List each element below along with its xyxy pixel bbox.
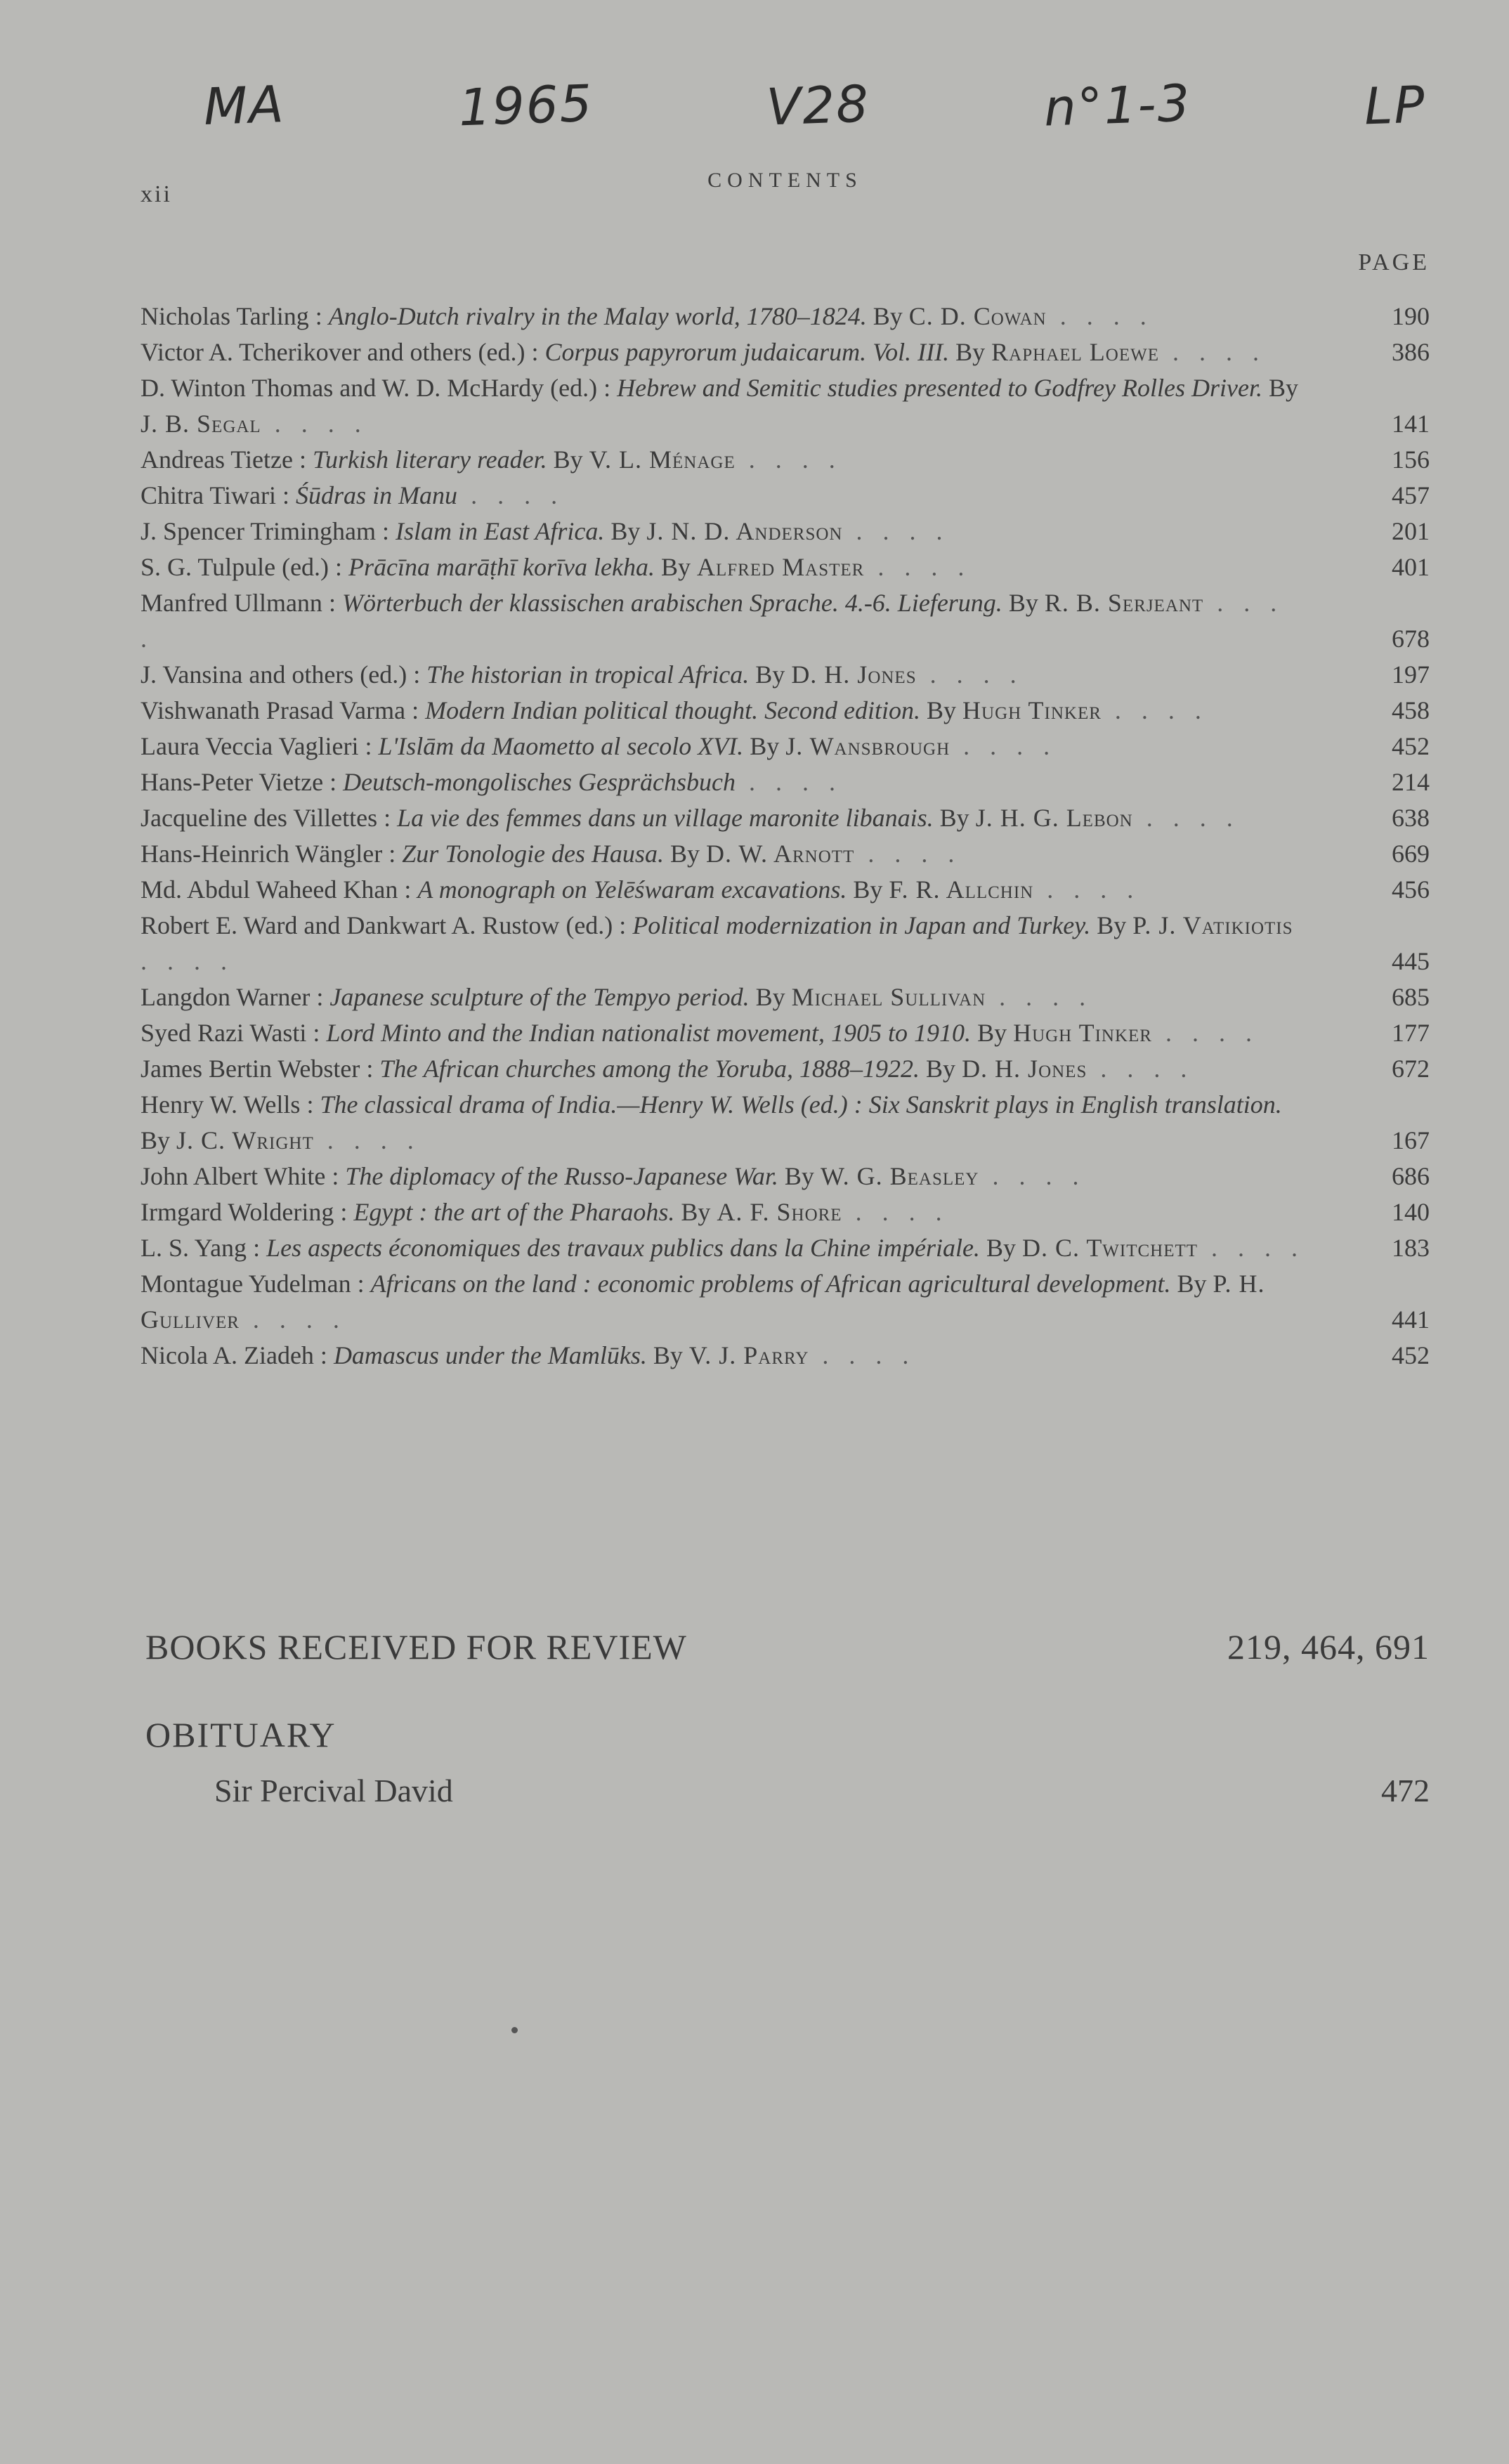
entry-page: 638 bbox=[1392, 804, 1430, 832]
contents-entry: D. Winton Thomas and W. D. McHardy (ed.) : Hebrew and Semitic studies presented to Godfrey Rolles Driver. By J. B. Segal . . . . 141 bbox=[141, 370, 1430, 442]
entry-author: Hans-Heinrich Wängler bbox=[141, 840, 383, 868]
entry-by-label: By bbox=[755, 983, 785, 1011]
handwritten-year: 1965 bbox=[457, 73, 594, 138]
entry-title: Prācīna marāṭhī korīva lekha. bbox=[348, 553, 655, 581]
entry-by-label: By bbox=[750, 732, 780, 760]
entry-title: L'Islām da Maometto al secolo XVI. bbox=[378, 732, 744, 760]
books-received-label: BOOKS RECEIVED FOR REVIEW bbox=[145, 1627, 687, 1667]
entry-title: Damascus under the Mamlūks. bbox=[333, 1341, 647, 1369]
entry-reviewer: D. H. Jones bbox=[791, 660, 917, 689]
entry-title: Egypt : the art of the Pharaohs. bbox=[353, 1198, 675, 1226]
entry-reviewer: J. H. G. Lebon bbox=[975, 804, 1133, 832]
page-title: CONTENTS bbox=[707, 169, 863, 192]
entry-by-label: By bbox=[755, 660, 785, 689]
leader-dots: . . . . bbox=[457, 481, 565, 509]
obituary-entry bbox=[214, 1772, 1430, 1809]
entry-by-label: By bbox=[653, 1341, 683, 1369]
entry-by-label: By bbox=[553, 445, 583, 474]
handwritten-mark: MA bbox=[202, 74, 286, 136]
leader-dots: . . . . bbox=[736, 768, 842, 796]
leader-dots: . . . . bbox=[1151, 1019, 1259, 1047]
entry-by-label: By bbox=[1097, 911, 1127, 939]
entry-reviewer: D. H. Jones bbox=[962, 1055, 1087, 1083]
leader-dots: . . . . bbox=[842, 517, 950, 545]
entry-page: 452 bbox=[1392, 732, 1430, 760]
entry-author: Nicholas Tarling bbox=[141, 302, 309, 330]
entry-title: Islam in East Africa. bbox=[396, 517, 605, 545]
entry-reviewer: C. D. Cowan bbox=[908, 302, 1047, 330]
contents-entry: John Albert White : The diplomacy of the Russo-Japanese War. By W. G. Beasley . . . . 686 bbox=[141, 1159, 1430, 1194]
contents-entry: Irmgard Woldering : Egypt : the art of the Pharaohs. By A. F. Shore . . . . 140 bbox=[141, 1194, 1430, 1230]
contents-entry: S. G. Tulpule (ed.) : Prācīna marāṭhī korīva lekha. By Alfred Master . . . . 401 bbox=[141, 549, 1430, 585]
entry-page: 456 bbox=[1392, 875, 1430, 904]
obituary-page: 472 bbox=[1381, 1773, 1430, 1808]
entry-page: 672 bbox=[1392, 1055, 1430, 1083]
entry-reviewer: R. B. Serjeant bbox=[1044, 589, 1204, 617]
obituary-name: Sir Percival David bbox=[214, 1773, 453, 1808]
entry-by-label: By bbox=[669, 840, 700, 868]
contents-entry: Langdon Warner : Japanese sculpture of the Tempyo period. By Michael Sullivan . . . . 685 bbox=[141, 979, 1430, 1015]
entry-author: Jacqueline des Villettes bbox=[141, 804, 378, 832]
entry-title: Les aspects économiques des travaux publics dans la Chine impériale. bbox=[266, 1234, 980, 1262]
leader-dots: . . . . bbox=[1087, 1055, 1194, 1083]
entry-author: Vishwanath Prasad Varma bbox=[141, 696, 406, 724]
leader-dots: . . . . bbox=[1198, 1234, 1305, 1262]
entry-title: The classical drama of India.—Henry W. Wells (ed.) : Six Sanskrit plays in English translation. bbox=[320, 1090, 1282, 1119]
entry-title: Hebrew and Semitic studies presented to Godfrey Rolles Driver. bbox=[617, 374, 1262, 402]
entry-author: D. Winton Thomas and W. D. McHardy (ed.) bbox=[141, 374, 598, 402]
entry-reviewer: V. L. Ménage bbox=[589, 445, 736, 474]
entry-author: Manfred Ullmann bbox=[141, 589, 322, 617]
entry-by-label: By bbox=[681, 1198, 711, 1226]
entry-by-label: By bbox=[784, 1162, 814, 1190]
entry-page: 669 bbox=[1392, 840, 1430, 868]
entry-page: 452 bbox=[1392, 1341, 1430, 1369]
entry-by-label: By bbox=[939, 804, 969, 832]
page-column-label: PAGE bbox=[1358, 249, 1430, 275]
leader-dots: . . . . bbox=[979, 1162, 1086, 1190]
leader-dots: . . . . bbox=[1046, 302, 1154, 330]
entry-page: 685 bbox=[1392, 983, 1430, 1011]
entry-reviewer: Hugh Tinker bbox=[962, 696, 1102, 724]
entry-by-label: By bbox=[141, 1126, 171, 1154]
handwritten-code: LP bbox=[1364, 74, 1428, 136]
entry-author: James Bertin Webster bbox=[141, 1055, 360, 1083]
obituary-heading: OBITUARY bbox=[145, 1715, 337, 1754]
entry-reviewer: A. F. Shore bbox=[717, 1198, 842, 1226]
contents-entry: Vishwanath Prasad Varma : Modern Indian political thought. Second edition. By Hugh Tinker . . . . 458 bbox=[141, 693, 1430, 729]
entry-by-label: By bbox=[853, 875, 883, 904]
entry-title: Political modernization in Japan and Turkey. bbox=[632, 911, 1091, 939]
entry-page: 141 bbox=[1392, 410, 1430, 438]
entry-reviewer: J. N. D. Anderson bbox=[646, 517, 843, 545]
leader-dots: . . . . bbox=[141, 947, 234, 975]
entry-title: The diplomacy of the Russo-Japanese War. bbox=[345, 1162, 778, 1190]
leader-dots: . . . . bbox=[842, 1198, 949, 1226]
contents-entry: James Bertin Webster : The African churches among the Yoruba, 1888–1922. By D. H. Jones . . . . 672 bbox=[141, 1051, 1430, 1087]
entry-page: 457 bbox=[1392, 481, 1430, 509]
entry-reviewer: W. G. Beasley bbox=[820, 1162, 979, 1190]
entry-page: 386 bbox=[1392, 338, 1430, 366]
entry-page: 183 bbox=[1392, 1234, 1430, 1262]
entry-author: Victor A. Tcherikover and others (ed.) bbox=[141, 338, 525, 366]
entry-page: 201 bbox=[1392, 517, 1430, 545]
entry-by-label: By bbox=[660, 553, 691, 581]
entry-by-label: By bbox=[927, 696, 957, 724]
entry-author: Md. Abdul Waheed Khan bbox=[141, 875, 398, 904]
entry-author: S. G. Tulpule (ed.) bbox=[141, 553, 329, 581]
entry-reviewer: V. J. Parry bbox=[688, 1341, 809, 1369]
contents-entry: Syed Razi Wasti : Lord Minto and the Indian nationalist movement, 1905 to 1910. By Hugh Tinker . . . . 177 bbox=[141, 1015, 1430, 1051]
entry-page: 401 bbox=[1392, 553, 1430, 581]
entry-reviewer: D. W. Arnott bbox=[705, 840, 855, 868]
leader-dots: . . . . bbox=[239, 1305, 346, 1334]
entry-page: 445 bbox=[1392, 947, 1430, 975]
entry-title: Corpus papyrorum judaicarum. Vol. III. bbox=[544, 338, 950, 366]
entry-page: 140 bbox=[1392, 1198, 1430, 1226]
entry-reviewer: P. J. Vatikiotis bbox=[1132, 911, 1293, 939]
entry-title: The African churches among the Yoruba, 1888–1922. bbox=[379, 1055, 920, 1083]
entry-title: Modern Indian political thought. Second edition. bbox=[425, 696, 921, 724]
entry-title: Turkish literary reader. bbox=[312, 445, 547, 474]
leader-dots: . . . . bbox=[916, 660, 1024, 689]
entry-reviewer: Raphael Loewe bbox=[991, 338, 1159, 366]
entry-reviewer: Michael Sullivan bbox=[791, 983, 986, 1011]
entry-title: Śūdras in Manu bbox=[296, 481, 458, 509]
entry-title: Anglo-Dutch rivalry in the Malay world, 1780–1824. bbox=[328, 302, 867, 330]
entry-author: Syed Razi Wasti bbox=[141, 1019, 307, 1047]
entry-by-label: By bbox=[1008, 589, 1038, 617]
leader-dots: . . . . bbox=[261, 410, 368, 438]
page-header bbox=[141, 169, 1430, 211]
handwritten-issue: n°1-3 bbox=[1043, 73, 1192, 138]
entry-by-label: By bbox=[926, 1055, 956, 1083]
entry-author: Langdon Warner bbox=[141, 983, 311, 1011]
leader-dots: . . . . bbox=[1033, 875, 1141, 904]
entry-reviewer: D. C. Twitchett bbox=[1021, 1234, 1198, 1262]
entry-reviewer: Alfred Master bbox=[696, 553, 865, 581]
entry-by-label: By bbox=[610, 517, 641, 545]
leader-dots: . . . . bbox=[313, 1126, 421, 1154]
entry-author: J. Vansina and others (ed.) bbox=[141, 660, 407, 689]
entry-page: 686 bbox=[1392, 1162, 1430, 1190]
handwritten-volume: V28 bbox=[766, 74, 871, 137]
entry-title: Zur Tonologie des Hausa. bbox=[402, 840, 664, 868]
entry-reviewer: P. H. Gulliver bbox=[141, 1270, 1265, 1334]
leader-dots: . . . . bbox=[986, 983, 1093, 1011]
leader-dots: . . . . bbox=[854, 840, 962, 868]
entry-author: John Albert White bbox=[141, 1162, 326, 1190]
leader-dots: . . . . bbox=[1101, 696, 1208, 724]
entry-page: 458 bbox=[1392, 696, 1430, 724]
leader-dots: . . . . bbox=[864, 553, 972, 581]
entry-author: Andreas Tietze bbox=[141, 445, 293, 474]
entry-title: Deutsch-mongolisches Gesprächsbuch bbox=[343, 768, 736, 796]
leader-dots: . . . . bbox=[1158, 338, 1266, 366]
contents-entry: Manfred Ullmann : Wörterbuch der klassischen arabischen Sprache. 4.-6. Lieferung. By R. B. Serjeant . . . . 678 bbox=[141, 585, 1430, 657]
entry-author: J. Spencer Trimingham bbox=[141, 517, 377, 545]
leader-dots: . . . . bbox=[950, 732, 1057, 760]
entry-title: The historian in tropical Africa. bbox=[426, 660, 750, 689]
entry-page: 156 bbox=[1392, 445, 1430, 474]
page-number: xii bbox=[141, 181, 172, 207]
contents-entry: L. S. Yang : Les aspects économiques des travaux publics dans la Chine impériale. By D. C. Twitchett . . . . 183 bbox=[141, 1230, 1430, 1266]
entry-reviewer: J. Wansbrough bbox=[785, 732, 951, 760]
entry-page: 190 bbox=[1392, 302, 1430, 330]
entry-reviewer: J. B. Segal bbox=[141, 410, 261, 438]
entry-title: Lord Minto and the Indian nationalist movement, 1905 to 1910. bbox=[326, 1019, 972, 1047]
entry-by-label: By bbox=[955, 338, 986, 366]
contents-entry: Hans-Heinrich Wängler : Zur Tonologie des Hausa. By D. W. Arnott . . . . 669 bbox=[141, 836, 1430, 872]
paper-speck bbox=[511, 2027, 518, 2033]
contents-entry: J. Vansina and others (ed.) : The historian in tropical Africa. By D. H. Jones . . . . 197 bbox=[141, 657, 1430, 693]
entry-author: Laura Veccia Vaglieri bbox=[141, 732, 359, 760]
contents-entry: Md. Abdul Waheed Khan : A monograph on Yelēśwaram excavations. By F. R. Allchin . . . . 456 bbox=[141, 872, 1430, 908]
entry-page: 441 bbox=[1392, 1305, 1430, 1334]
leader-dots: . . . . bbox=[735, 445, 842, 474]
contents-entry: Nicholas Tarling : Anglo-Dutch rivalry in the Malay world, 1780–1824. By C. D. Cowan . . . . 190 bbox=[141, 299, 1430, 334]
contents-entry: Andreas Tietze : Turkish literary reader. By V. L. Ménage . . . . 156 bbox=[141, 442, 1430, 478]
entry-reviewer: F. R. Allchin bbox=[889, 875, 1034, 904]
entry-reviewer: Hugh Tinker bbox=[1013, 1019, 1152, 1047]
entry-by-label: By bbox=[977, 1019, 1007, 1047]
leader-dots: . . . . bbox=[141, 589, 1284, 653]
entry-page: 197 bbox=[1392, 660, 1430, 689]
contents-entry: Robert E. Ward and Dankwart A. Rustow (ed.) : Political modernization in Japan and Turkey. By P. J. Vatikiotis . . . . 445 bbox=[141, 908, 1430, 979]
contents-entry: Chitra Tiwari : Śūdras in Manu . . . . 457 bbox=[141, 478, 1430, 514]
contents-entry: Hans-Peter Vietze : Deutsch-mongolisches Gesprächsbuch . . . . 214 bbox=[141, 764, 1430, 800]
entry-by-label: By bbox=[1177, 1270, 1207, 1298]
entry-author: Montague Yudelman bbox=[141, 1270, 351, 1298]
entry-page: 678 bbox=[1392, 625, 1430, 653]
entry-author: Chitra Tiwari bbox=[141, 481, 277, 509]
entry-author: L. S. Yang bbox=[141, 1234, 247, 1262]
leader-dots: . . . . bbox=[809, 1341, 916, 1369]
contents-entry: Jacqueline des Villettes : La vie des femmes dans un village maronite libanais. By J. H. G. Lebon . . . . 638 bbox=[141, 800, 1430, 836]
entry-page: 214 bbox=[1392, 768, 1430, 796]
entry-author: Hans-Peter Vietze bbox=[141, 768, 324, 796]
entry-author: Henry W. Wells bbox=[141, 1090, 301, 1119]
entry-author: Robert E. Ward and Dankwart A. Rustow (ed.) bbox=[141, 911, 613, 939]
books-received-row bbox=[145, 1627, 1430, 1667]
entry-author: Irmgard Woldering bbox=[141, 1198, 334, 1226]
books-received-pages: 219, 464, 691 bbox=[1227, 1627, 1430, 1667]
entry-page: 167 bbox=[1392, 1126, 1430, 1154]
contents-entry: Victor A. Tcherikover and others (ed.) : Corpus papyrorum judaicarum. Vol. III. By Raphael Loewe . . . . 386 bbox=[141, 334, 1430, 370]
entry-title: Japanese sculpture of the Tempyo period. bbox=[329, 983, 750, 1011]
entry-title: Africans on the land : economic problems of African agricultural development. bbox=[370, 1270, 1171, 1298]
entry-title: A monograph on Yelēśwaram excavations. bbox=[417, 875, 847, 904]
entry-author: Nicola A. Ziadeh bbox=[141, 1341, 314, 1369]
contents-entry: Nicola A. Ziadeh : Damascus under the Mamlūks. By V. J. Parry . . . . 452 bbox=[141, 1338, 1430, 1374]
entry-by-label: By bbox=[986, 1234, 1016, 1262]
leader-dots: . . . . bbox=[1132, 804, 1240, 832]
entry-page: 177 bbox=[1392, 1019, 1430, 1047]
handwritten-annotation bbox=[204, 67, 1426, 144]
entry-reviewer: J. C. Wright bbox=[176, 1126, 314, 1154]
contents-entry: Montague Yudelman : Africans on the land : economic problems of African agricultural development. By P. H. Gulliver . . . . 441 bbox=[141, 1266, 1430, 1338]
entry-by-label: By bbox=[1268, 374, 1298, 402]
contents-list bbox=[141, 299, 1430, 1374]
contents-entry: Laura Veccia Vaglieri : L'Islām da Maometto al secolo XVI. By J. Wansbrough . . . . 452 bbox=[141, 729, 1430, 764]
entry-by-label: By bbox=[873, 302, 903, 330]
entry-title: La vie des femmes dans un village maronite libanais. bbox=[397, 804, 934, 832]
contents-entry: J. Spencer Trimingham : Islam in East Africa. By J. N. D. Anderson . . . . 201 bbox=[141, 514, 1430, 549]
contents-entry: Henry W. Wells : The classical drama of India.—Henry W. Wells (ed.) : Six Sanskrit plays in English translation. By J. C. Wright . . . . 167 bbox=[141, 1087, 1430, 1159]
entry-title: Wörterbuch der klassischen arabischen Sprache. 4.-6. Lieferung. bbox=[341, 589, 1002, 617]
